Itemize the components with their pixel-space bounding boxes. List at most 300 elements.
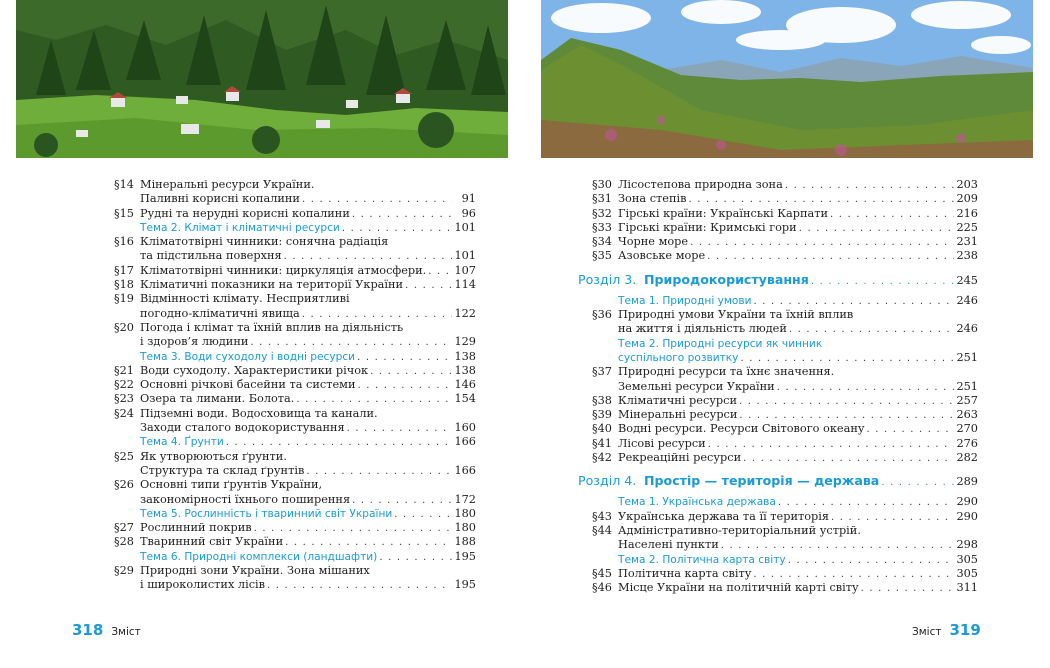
entry-title: суспільного розвитку [618,351,739,364]
entry-title: Паливні корисні копалини [140,192,300,206]
toc-line [140,578,476,593]
page-ref: 225 [956,220,978,234]
entry-title: Гірські країни: Українські Карпати [618,206,828,220]
leader-dots [285,536,452,550]
leader-dots [740,352,954,366]
toc-line [140,535,476,550]
section-title: Простір — територія — держава [644,473,880,489]
toc-entry [100,307,476,321]
leader-dots [754,295,954,309]
entry-title: Тема 5. Рослинність і тваринний світ України [140,507,393,520]
toc-entry [100,192,476,206]
entry-title: Природні ресурси та їхнє значення. [618,365,835,379]
page-number: 318 [72,621,104,639]
leader-dots [799,222,954,236]
entry-title: Чорне море [618,235,689,249]
page-ref: 107 [454,263,476,277]
toc-entry [578,235,978,249]
leader-dots [708,438,954,452]
leader-dots [867,423,955,437]
toc-topic [100,350,476,364]
toc-line [618,524,978,538]
page-ref: 263 [956,408,978,422]
entry-title: Води суходолу. Характеристики річок [140,363,369,377]
paragraph-number: §34 [591,235,612,249]
leader-dots [250,336,452,350]
toc-line [618,249,978,264]
paragraph-number: §14 [113,178,134,191]
page-ref: 203 [956,178,978,191]
toc-entry [578,178,978,192]
toc-line [140,407,476,421]
toc-entry [578,249,978,263]
page-ref: 282 [956,451,978,465]
toc-line [140,321,476,335]
entry-title: Тема 1. Українська держава [618,496,776,509]
paragraph-number: §20 [113,320,134,334]
leader-dots [778,496,954,510]
paragraph-number: §25 [113,449,134,463]
entry-title: Заходи сталого водокористування [140,421,345,435]
toc-entry [100,392,476,406]
entry-title: Адміністративно-територіальний устрій. [618,523,861,537]
toc-line [618,294,978,309]
toc-topic [578,495,978,509]
entry-title: Відмінності клімату. Несприятливі [140,292,350,306]
leader-dots [284,250,452,264]
entry-title: Лісостепова природна зона [618,178,783,191]
toc-line [618,510,978,525]
entry-title: Рекреаційні ресурси [618,451,742,465]
toc-topic [578,337,978,351]
entry-title: Тема 2. Клімат і кліматичні ресурси [140,221,340,234]
entry-title: Тема 1. Природні умови [618,294,752,307]
leader-dots [830,208,954,222]
paragraph-number: §22 [113,378,134,392]
entry-title: Рудні та нерудні корисні копалини [140,206,350,220]
leader-dots [352,208,452,222]
toc-line [140,335,476,350]
leader-dots [267,579,452,593]
toc-line [140,550,476,565]
toc-entry [100,335,476,349]
toc-line [140,192,476,207]
toc-line [140,178,476,192]
leader-dots [688,193,954,207]
toc-line [140,350,476,365]
leader-dots [306,465,452,479]
leader-dots [352,494,452,508]
entry-title: погодно-кліматичні явища [140,306,300,320]
toc-line [140,378,476,393]
paragraph-number: §32 [591,206,612,220]
page-ref: 270 [956,422,978,436]
toc-entry [100,264,476,278]
toc-line [140,464,476,479]
page-ref: 180 [454,521,476,535]
toc-line [618,538,978,553]
toc-entry [578,365,978,379]
toc-line [140,364,476,379]
section-label: Розділ 4. [578,473,637,489]
paragraph-number: §17 [113,263,134,277]
page-ref: 166 [454,463,476,477]
page-ref: 114 [454,278,476,292]
page-ref: 91 [461,192,476,206]
entry-title: Основні типи ґрунтів України, [140,478,323,492]
leader-dots [394,508,452,522]
toc-line [618,380,978,395]
page-ref: 172 [454,492,476,506]
page-ref: 305 [956,566,978,580]
entry-title: Природні умови України та їхній вплив [618,308,854,322]
entry-title: Тема 4. Ґрунти [140,436,224,449]
page-ref: 129 [454,335,476,349]
toc-line [140,292,476,306]
toc-line [618,581,978,596]
toc-entry [100,249,476,263]
leader-dots [785,179,954,193]
leader-dots [753,568,954,582]
toc-entry [100,407,476,421]
page-ref: 180 [454,506,476,520]
page-ref: 101 [454,220,476,234]
page-ref: 298 [956,538,978,552]
leader-dots [254,522,452,536]
toc-entry [100,378,476,392]
toc-entry [578,422,978,436]
page-ref: 246 [956,322,978,336]
entry-title: Населені пункти [618,538,719,552]
page-ref: 154 [454,392,476,406]
leader-dots [881,475,954,491]
toc-entry [100,535,476,549]
toc-entry [100,278,476,292]
toc-entry [578,437,978,451]
page-ref: 289 [956,475,978,489]
paragraph-number: §23 [113,392,134,406]
toc-line [618,308,978,322]
toc-line [140,493,476,508]
paragraph-number: §33 [591,220,612,234]
page-ref: 101 [454,249,476,263]
toc-section-heading [578,473,978,489]
leader-dots [358,379,453,393]
page-ref: 257 [956,393,978,407]
toc-line [140,435,476,450]
toc-entry [100,521,476,535]
entry-title: Озера та лимани. Болота. [140,392,295,406]
village-photo [16,0,508,158]
leader-dots [777,381,954,395]
toc-topic [100,435,476,449]
toc-line [140,392,476,407]
page-ref: 251 [956,350,978,364]
page-ref: 209 [956,192,978,206]
entry-title: Земельні ресурси України [618,379,775,393]
leader-dots [707,250,954,264]
paragraph-number: §36 [591,308,612,322]
leader-dots [739,395,954,409]
leader-dots [302,308,452,322]
entry-title: Кліматичні показники на території України [140,278,404,292]
toc-left-page [100,178,476,593]
toc-line [618,322,978,337]
toc-line [140,421,476,436]
toc-topic [100,550,476,564]
running-title: Зміст [111,626,141,638]
toc-entry [100,364,476,378]
toc-entry [100,493,476,507]
entry-title: Кліматичні ресурси [618,393,738,407]
paragraph-number: §44 [591,523,612,537]
toc-entry [578,207,978,221]
leader-dots [428,265,452,279]
toc-entry [578,308,978,322]
entry-title: Водні ресурси. Ресурси Світового океану [618,422,865,436]
toc-line [644,473,978,491]
page-ref: 246 [956,293,978,307]
leader-dots [788,554,954,568]
leader-dots [739,409,954,423]
leader-dots [811,274,954,290]
leader-dots [379,551,452,565]
entry-title: Тваринний світ України [140,535,284,549]
page-ref: 231 [956,235,978,249]
toc-line [140,564,476,578]
toc-entry [578,408,978,422]
entry-title: Тема 6. Природні комплекси (ландшафти) [140,550,378,563]
toc-line [618,178,978,193]
entry-title: Тема 2. Політична карта світу [618,553,786,566]
section-label: Розділ 3. [578,271,637,287]
paragraph-number: §21 [113,363,134,377]
entry-title: Азовське море [618,249,706,263]
paragraph-number: §30 [591,178,612,191]
toc-entry [100,321,476,335]
toc-topic [578,351,978,365]
page-ref: 216 [956,206,978,220]
toc-entry [578,567,978,581]
page-ref: 160 [454,421,476,435]
paragraph-number: §35 [591,249,612,263]
page-ref: 245 [956,273,978,287]
paragraph-number: §43 [591,509,612,523]
toc-entry [578,192,978,206]
toc-entry [578,581,978,595]
toc-line [618,553,978,568]
paragraph-number: §42 [591,451,612,465]
entry-title: Місце України на політичній карті світу [618,581,859,595]
entry-title: Кліматотвірні чинники: циркуляція атмосфери. [140,263,427,277]
leader-dots [861,582,954,596]
toc-entry [578,394,978,408]
paragraph-number: §18 [113,278,134,292]
page-ref: 251 [956,379,978,393]
paragraph-number: §41 [591,436,612,450]
toc-entry [578,380,978,394]
toc-section-heading [578,272,978,288]
toc-line [618,437,978,452]
paragraph-number: §29 [113,564,134,578]
entry-title: Зона степів [618,192,687,206]
toc-line [618,337,978,351]
page-ref: 122 [454,306,476,320]
toc-entry [578,524,978,538]
paragraph-number: §37 [591,365,612,379]
toc-line [140,521,476,536]
toc-entry [100,421,476,435]
paragraph-number: §46 [591,581,612,595]
footer-left [72,620,141,639]
toc-entry [578,451,978,465]
toc-entry [100,178,476,192]
page-ref: 276 [956,436,978,450]
toc-line [140,235,476,249]
leader-dots [357,351,452,365]
entry-title: Тема 2. Природні ресурси як чинник [618,337,823,350]
page-ref: 195 [454,549,476,563]
toc-entry [578,510,978,524]
page-ref: 195 [454,578,476,592]
toc-entry [100,578,476,592]
toc-line [140,207,476,222]
leader-dots [690,236,954,250]
leader-dots [743,452,954,466]
leader-dots [302,193,452,207]
mountain-photo [541,0,1033,158]
paragraph-number: §31 [591,192,612,206]
toc-entry [100,478,476,492]
entry-title: і здоров’я людини [140,335,249,349]
entry-title: Погода і клімат та їхній вплив на діяльність [140,320,404,334]
paragraph-number: §39 [591,408,612,422]
toc-entry [578,322,978,336]
toc-entry [100,235,476,249]
entry-title: Кліматотвірні чинники: сонячна радіація [140,235,389,249]
entry-title: Основні річкові басейни та системи [140,378,356,392]
page-ref: 146 [454,378,476,392]
page-ref: 311 [956,581,978,595]
entry-title: Лісові ресурси [618,436,706,450]
toc-line [140,264,476,279]
entry-title: Як утворюються ґрунти. [140,449,287,463]
paragraph-number: §26 [113,478,134,492]
toc-line [618,207,978,222]
paragraph-number: §27 [113,521,134,535]
toc-entry [578,221,978,235]
entry-title: Мінеральні ресурси [618,408,738,422]
entry-title: Гірські країни: Кримські гори [618,220,797,234]
section-title: Природокористування [644,271,809,287]
toc-line [618,365,978,379]
toc-topic [578,553,978,567]
page-ref: 238 [956,249,978,263]
toc-line [140,307,476,322]
toc-line [618,495,978,510]
toc-line [618,451,978,466]
leader-dots [347,422,452,436]
toc-line [140,278,476,293]
paragraph-number: §15 [113,206,134,220]
toc-entry [578,538,978,552]
leader-dots [789,323,954,337]
entry-title: Підземні води. Водосховища та канали. [140,406,378,420]
entry-title: Українська держава та її територія [618,509,829,523]
leader-dots [296,393,452,407]
paragraph-number: §19 [113,292,134,306]
page-number: 319 [949,621,981,639]
leader-dots [342,222,452,236]
leader-dots [721,539,954,553]
paragraph-number: §28 [113,535,134,549]
toc-line [618,235,978,250]
toc-entry [100,464,476,478]
leader-dots [226,436,452,450]
page-ref: 138 [454,363,476,377]
entry-title: та підстильна поверхня [140,249,282,263]
page-ref: 188 [454,535,476,549]
toc-line [140,221,476,236]
toc-line [618,567,978,582]
toc-line [618,192,978,207]
page-ref: 166 [454,435,476,449]
page-ref: 96 [461,206,476,220]
entry-title: Мінеральні ресурси України. [140,178,315,191]
paragraph-number: §40 [591,422,612,436]
toc-topic [100,221,476,235]
paragraph-number: §16 [113,235,134,249]
entry-title: Тема 3. Води суходолу і водні ресурси [140,350,356,363]
paragraph-number: §24 [113,406,134,420]
toc-line [618,351,978,366]
toc-line [618,408,978,423]
toc-entry [100,564,476,578]
toc-right-page [578,178,978,595]
toc-line [140,507,476,522]
leader-dots [370,365,452,379]
entry-title: і широколистих лісів [140,578,265,592]
toc-entry [100,292,476,306]
footer-right [912,620,981,639]
toc-line [618,422,978,437]
entry-title: Структура та склад ґрунтів [140,463,305,477]
entry-title: на життя і діяльність людей [618,322,787,336]
page-ref: 290 [956,495,978,509]
running-title: Зміст [912,626,942,638]
toc-topic [100,507,476,521]
toc-topic [578,294,978,308]
entry-title: Рослинний покрив [140,521,252,535]
entry-title: Політична карта світу [618,566,752,580]
entry-title: Природні зони України. Зона мішаних [140,564,370,578]
page-ref: 138 [454,349,476,363]
toc-line [140,478,476,492]
entry-title: закономірності їхнього поширення [140,492,351,506]
paragraph-number: §45 [591,566,612,580]
page-ref: 305 [956,552,978,566]
toc-line [140,450,476,464]
toc-entry [100,450,476,464]
toc-line [618,221,978,236]
toc-line [140,249,476,264]
toc-line [644,272,978,290]
toc-entry [100,207,476,221]
page-ref: 290 [956,509,978,523]
paragraph-number: §38 [591,393,612,407]
leader-dots [405,279,452,293]
leader-dots [831,511,954,525]
